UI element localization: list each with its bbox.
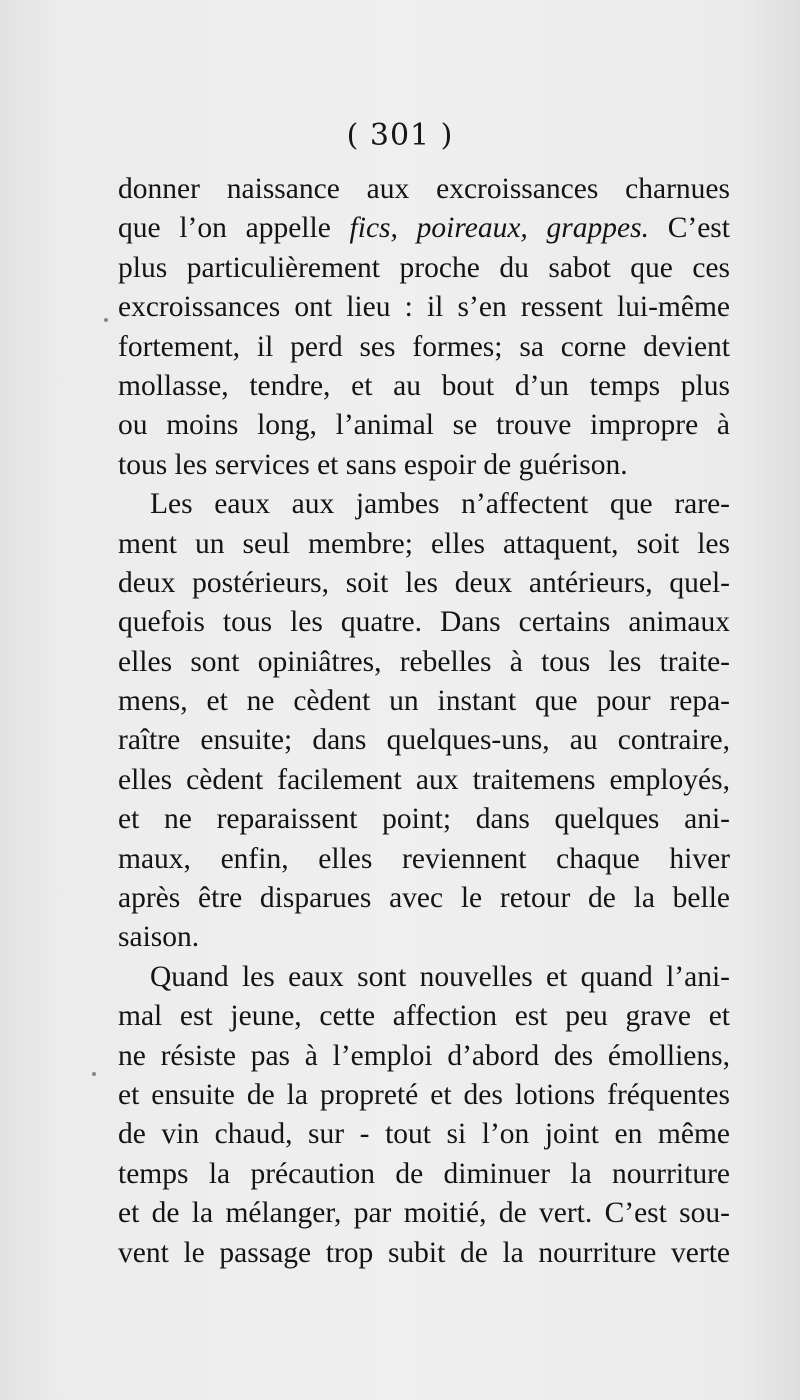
text-line: ou moins long, l’animal se trouve impropre à	[118, 409, 730, 442]
text-line: et ensuite de la propreté et des lotions fréquentes	[118, 1078, 730, 1111]
text-line: tous les services et sans espoir de guérison.	[118, 448, 628, 481]
page-number: ( 301 )	[346, 118, 454, 153]
text-line: excroissances ont lieu : il s’en ressent lui-même	[118, 291, 730, 324]
text-line: que l’on appelle fics, poireaux, grappes. C’est	[118, 212, 730, 245]
text-line: Quand les eaux sont nouvelles et quand l’ani-	[150, 960, 730, 993]
body-text	[118, 170, 730, 1273]
text-line: plus particulièrement proche du sabot que ces	[118, 251, 730, 284]
paragraph-2	[118, 485, 730, 958]
text-line: mollasse, tendre, et au bout d’un temps plus	[118, 369, 730, 402]
text-line: Les eaux aux jambes n’affectent que rare-	[150, 488, 730, 521]
text-line: deux postérieurs, soit les deux antérieurs, quel-	[118, 566, 730, 599]
text-line: mal est jeune, cette affection est peu grave et	[118, 1000, 730, 1033]
text-line: ne résiste pas à l’emploi d’abord des émolliens,	[118, 1039, 730, 1072]
text-line: de vin chaud, sur - tout si l’on joint en même	[118, 1118, 730, 1151]
text-line: mens, et ne cèdent un instant que pour repa-	[118, 685, 730, 718]
text-line: raître ensuite; dans quelques-uns, au contraire,	[118, 724, 730, 757]
paragraph-3	[118, 958, 730, 1273]
text-line: après être disparues avec le retour de la belle	[118, 882, 730, 915]
ink-speck	[104, 318, 108, 322]
text-line: donner naissance aux excroissances charnues	[118, 173, 730, 205]
text-line: elles sont opiniâtres, rebelles à tous les traite-	[118, 645, 730, 678]
paragraph-1	[118, 170, 730, 485]
text-line: elles cèdent facilement aux traitemens employés,	[118, 763, 730, 796]
text-line: fortement, il perd ses formes; sa corne devient	[118, 330, 730, 363]
text-line: ment un seul membre; elles attaquent, soit les	[118, 527, 730, 560]
text-line: quefois tous les quatre. Dans certains animaux	[118, 606, 730, 639]
text-line: saison.	[118, 921, 200, 954]
text-line: et ne reparaissent point; dans quelques ani-	[118, 803, 730, 836]
text-line: et de la mélanger, par moitié, de vert. C’est sou-	[118, 1197, 730, 1230]
text-line: maux, enfin, elles reviennent chaque hiver	[118, 842, 730, 875]
ink-speck	[92, 1072, 96, 1076]
italic-terms: fics, poireaux, grappes.	[349, 212, 649, 245]
text-line: temps la précaution de diminuer la nourriture	[118, 1157, 730, 1190]
text-line: vent le passage trop subit de la nourriture verte	[118, 1236, 730, 1269]
